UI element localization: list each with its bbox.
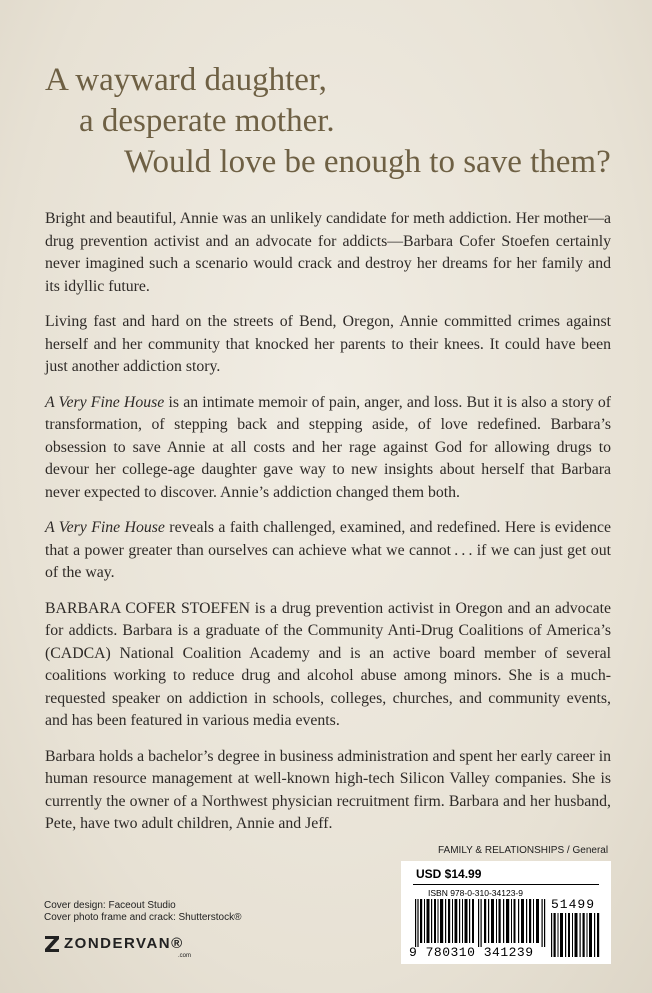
ean-barcode-icon — [415, 899, 547, 947]
headline-line-3: Would love be enough to save them? — [124, 144, 611, 180]
isbn-label: ISBN 978-0-310-34123-9 — [428, 888, 523, 898]
bisac-category: FAMILY & RELATIONSHIPS / General — [438, 845, 609, 856]
cover-design-credit: Cover design: Faceout Studio — [44, 900, 176, 911]
paragraph-story: Living fast and hard on the streets of Bend, Oregon, Annie committed crimes against herself and her community that knocked her parents to their knees. It could have been just another addiction story. — [45, 313, 611, 375]
publisher-name: ZONDERVAN® — [64, 935, 184, 952]
publisher-logo — [44, 933, 204, 963]
paragraph-intro: Bright and beautiful, Annie was an unlikely candidate for meth addiction. Her mother—a drug prevention activist and an advocate for addicts—Barbara Cofer Stoefen certainly never imagined such a scenario would crack and destroy her dreams for her family and its idyllic future. — [45, 210, 611, 295]
zondervan-z-icon — [44, 935, 60, 953]
price-label: USD $14.99 — [416, 867, 482, 881]
headline — [45, 60, 625, 183]
paragraph-memoir — [45, 392, 611, 505]
barcode-box — [401, 861, 611, 964]
addon-barcode-icon — [551, 913, 601, 957]
paragraph-memoir-text: is an intimate memoir of pain, anger, and loss. But it is also a story of transformation, of stepping back and stepping aside, of love redefined. Barbara’s obsession to save Annie at all costs and her rage against God for allowing drugs to devour her college-age daughter gave way to new insights about herself that Barbara never expected to discover. Annie’s addiction changed them both. — [45, 393, 611, 501]
back-cover-copy — [45, 208, 611, 849]
cover-photo-credit: Cover photo frame and crack: Shutterstock® — [44, 912, 242, 923]
paragraph-author-bio: BARBARA COFER STOEFEN is a drug prevention activist in Oregon and an advocate for addicts. Barbara is a graduate of the Community Anti-Drug Coalitions of America’s (CADCA) National Coalition Academy and is an active board member of several coalitions working to reduce drug and alcohol abuse among minors. She is a much-requested speaker on addiction in schools, colleges, churches, and community events, and has been featured in various media events. — [45, 599, 611, 729]
book-title: A Very Fine House — [45, 393, 165, 411]
cover-credits — [44, 900, 241, 924]
barcode-addon-digits: 51499 — [551, 897, 596, 912]
paragraph-faith-text: reveals a faith challenged, examined, and redefined. Here is evidence that a power greater than ourselves can achieve what we cannot . . . if we can just get out of the way. — [45, 519, 611, 581]
price-divider — [413, 884, 599, 885]
paragraph-faith — [45, 517, 611, 585]
headline-line-1: A wayward daughter, — [45, 62, 327, 98]
publisher-domain: .com — [178, 953, 192, 959]
book-title: A Very Fine House — [45, 519, 165, 536]
barcode-digits: 9 780310 341239 — [409, 945, 534, 960]
headline-line-2: a desperate mother. — [79, 103, 335, 139]
paragraph-author-career: Barbara holds a bachelor’s degree in business administration and spent her early career in human resource management at well-known high-tech Silicon Valley companies. She is currently the owner of a Northwest physician recruitment firm. Barbara and her husband, Pete, have two adult children, Annie and Jeff. — [45, 747, 611, 832]
